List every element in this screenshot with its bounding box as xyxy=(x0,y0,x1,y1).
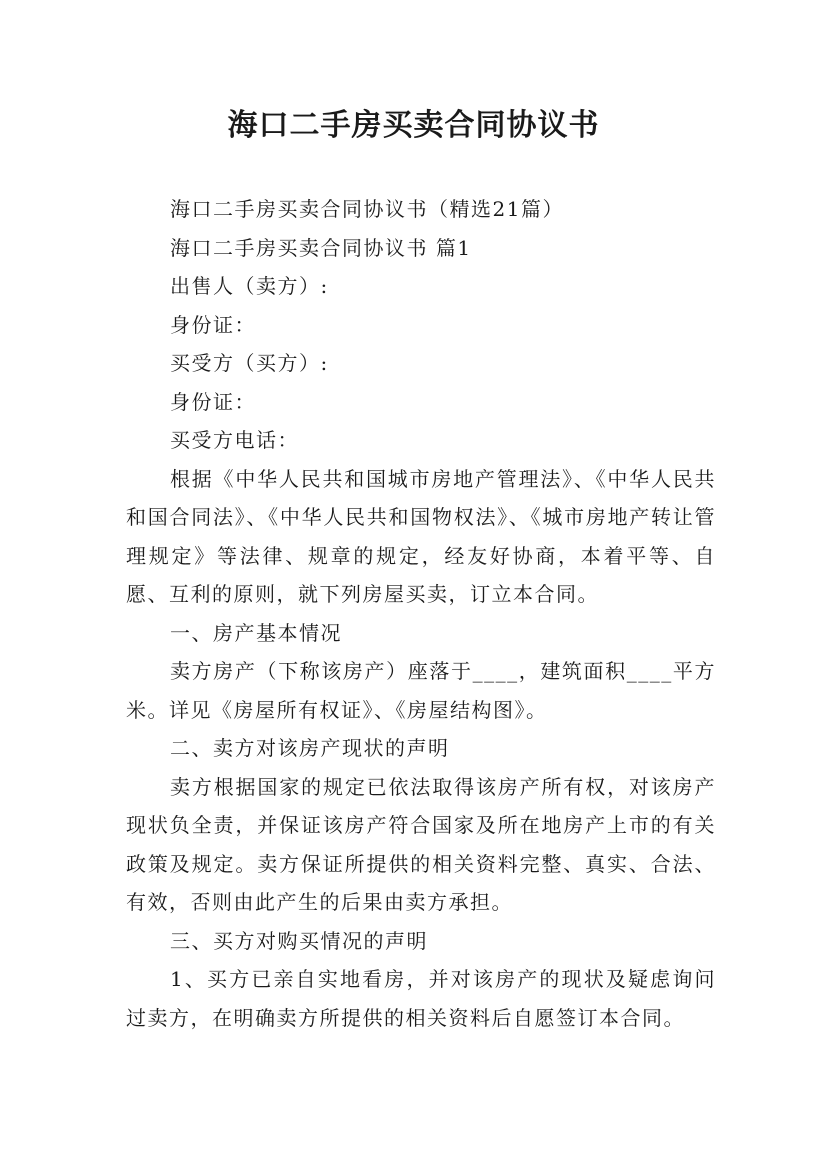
paragraph-seller: 出售人（卖方）: xyxy=(170,274,329,298)
paragraph-legal-basis: 根据《中华人民共和国城市房地产管理法》、《中华人民共和国合同法》、《中华人民共和国物权法》、《城市房地产转让管理规定》等法律、规章的规定，经友好协商，本着平等、自愿、互利的原则，就下列房屋买卖，订立本合同。 xyxy=(126,466,716,606)
document-title: 海口二手房买卖合同协议书 xyxy=(227,108,600,143)
paragraph-buyer-phone: 买受方电话： xyxy=(170,428,299,452)
paragraph-buyer-statement: 1、买方已亲自实地看房，并对该房产的现状及疑虑询问过卖方，在明确卖方所提供的相关资料后自愿签订本合同。 xyxy=(126,967,716,1030)
paragraph-seller-statement: 卖方根据国家的规定已依法取得该房产所有权，对该房产现状负全责，并保证该房产符合国家及所在地房产上市的有关政策及规定。卖方保证所提供的相关资料完整、真实、合法、有效，否则由此产生的后果由卖方承担。 xyxy=(126,774,716,914)
paragraph-heading-3: 三、买方对购买情况的声明 xyxy=(170,928,428,953)
paragraph-buyer-id: 身份证： xyxy=(170,389,256,414)
paragraph-seller-id: 身份证： xyxy=(170,312,256,337)
paragraph-buyer: 买受方（买方）: xyxy=(170,351,329,375)
paragraph-heading-1: 一、房产基本情况 xyxy=(170,620,342,645)
paragraph-heading-2: 二、卖方对该房产现状的声明 xyxy=(170,736,450,760)
paragraph-section-heading: 海口二手房买卖合同协议书 篇1 xyxy=(170,235,472,260)
paragraph-property-info: 卖方房产（下称该房产）座落于____，建筑面积____平方米。详见《房屋所有权证》、《房屋结构图》。 xyxy=(126,659,716,722)
paragraph-subtitle: 海口二手房买卖合同协议书（精选21篇） xyxy=(170,197,564,221)
document-body xyxy=(126,190,716,1037)
